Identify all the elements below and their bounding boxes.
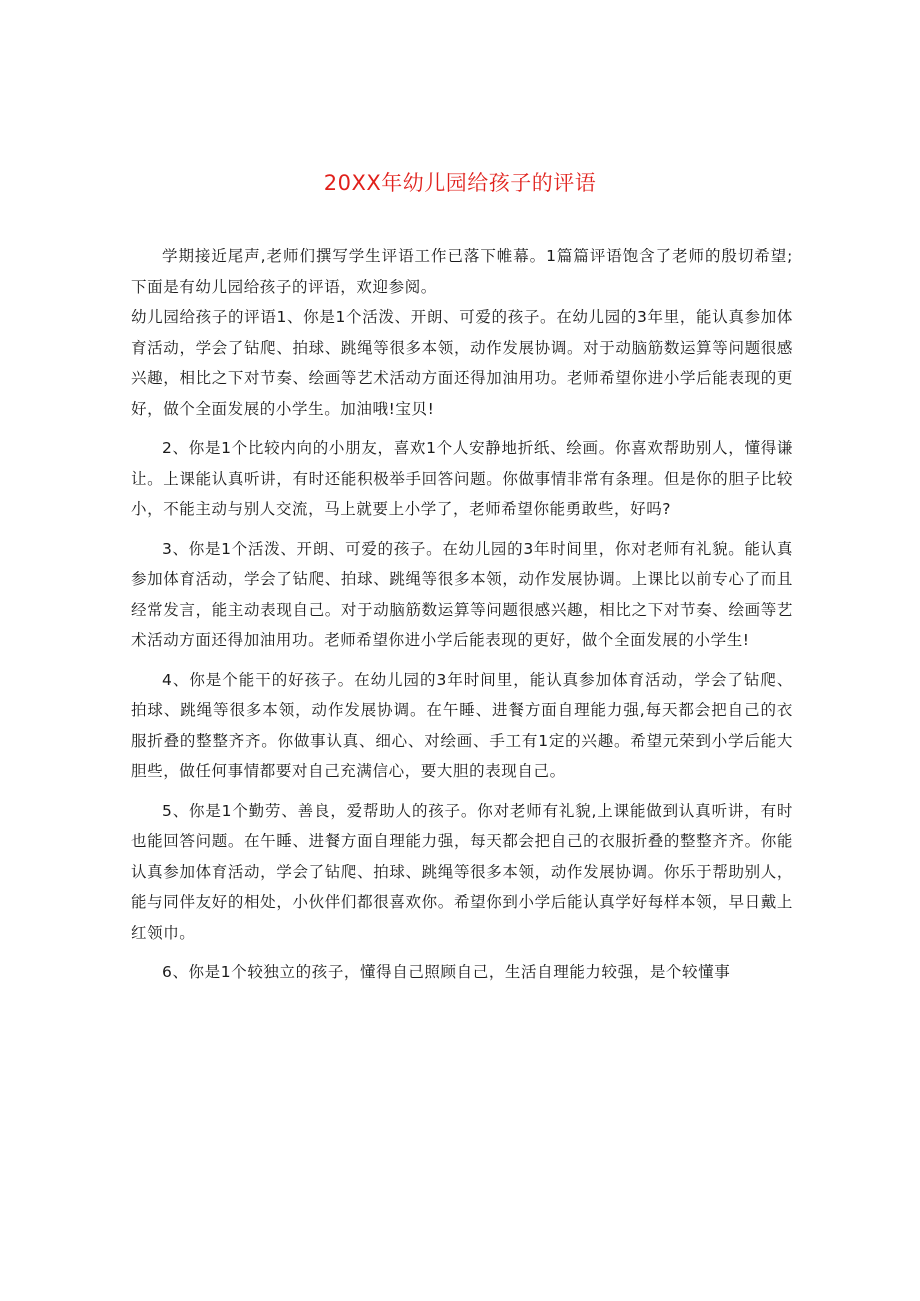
- comment-paragraph-1: 幼儿园给孩子的评语1、你是1个活泼、开朗、可爱的孩子。在幼儿园的3年里，能认真参加体育活动，学会了钻爬、拍球、跳绳等很多本领，动作发展协调。对于动脑筋数运算等问题很感兴趣，相比之下对节奏、绘画等艺术活动方面还得加油用功。老师希望你进小学后能表现的更好，做个全面发展的小学生。加油哦!宝贝!: [131, 308, 793, 418]
- page-title: 20XX年幼儿园给孩子的评语: [323, 171, 597, 195]
- document-body: [131, 241, 793, 988]
- comment-paragraph-6: 6、你是1个较独立的孩子，懂得自己照顾自己，生活自理能力较强，是个较懂事: [162, 963, 731, 981]
- comment-paragraph-4: 4、你是个能干的好孩子。在幼儿园的3年时间里，能认真参加体育活动，学会了钻爬、拍球、跳绳等很多本领，动作发展协调。在午睡、进餐方面自理能力强,每天都会把自己的衣服折叠的整整齐齐。你做事认真、细心、对绘画、手工有1定的兴趣。希望元荣到小学后能大胆些，做任何事情都要对自己充满信心，要大胆的表现自己。: [131, 670, 793, 780]
- comment-paragraph-3: 3、你是1个活泼、开朗、可爱的孩子。在幼儿园的3年时间里，你对老师有礼貌。能认真参加体育活动，学会了钻爬、拍球、跳绳等很多本领，动作发展协调。上课比以前专心了而且经常发言，能主动表现自己。对于动脑筋数运算等问题很感兴趣，相比之下对节奏、绘画等艺术活动方面还得加油用功。老师希望你进小学后能表现的更好，做个全面发展的小学生!: [131, 539, 793, 649]
- comment-paragraph-5: 5、你是1个勤劳、善良，爱帮助人的孩子。你对老师有礼貌,上课能做到认真听讲，有时也能回答问题。在午睡、进餐方面自理能力强，每天都会把自己的衣服折叠的整整齐齐。你能认真参加体育活动，学会了钻爬、拍球、跳绳等很多本领，动作发展协调。你乐于帮助别人，能与同伴友好的相处，小伙伴们都很喜欢你。希望你到小学后能认真学好每样本领，早日戴上红领巾。: [131, 801, 793, 942]
- comment-paragraph-2: 2、你是1个比较内向的小朋友，喜欢1个人安静地折纸、绘画。你喜欢帮助别人，懂得谦让。上课能认真听讲，有时还能积极举手回答问题。你做事情非常有条理。但是你的胆子比较小，不能主动与别人交流，马上就要上小学了，老师希望你能勇敢些，好吗?: [131, 439, 793, 518]
- intro-paragraph: 学期接近尾声,老师们撰写学生评语工作已落下帷幕。1篇篇评语饱含了老师的殷切希望;下面是有幼儿园给孩子的评语，欢迎参阅。: [131, 247, 793, 296]
